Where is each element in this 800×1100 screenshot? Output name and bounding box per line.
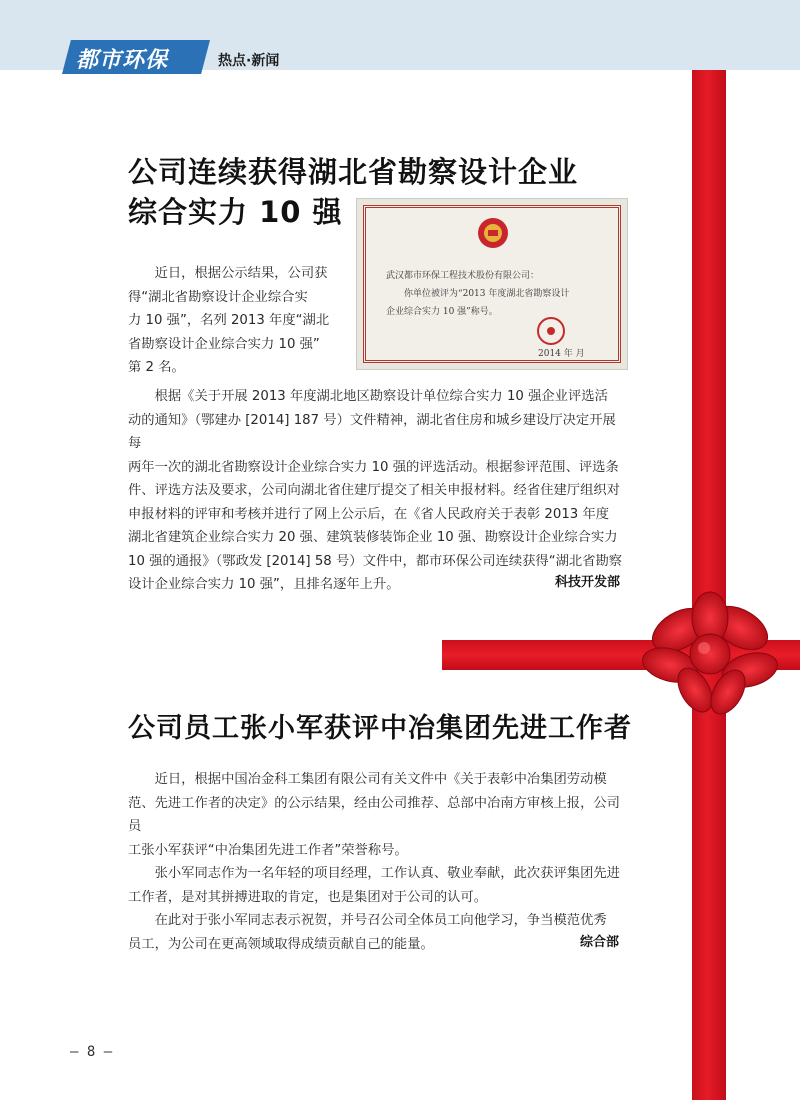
text-line: 件、评选方法及要求，公司向湖北省住建厅提交了相关申报材料。经省住建厅组织对 [128,483,620,498]
official-seal-icon [536,316,566,346]
certificate-line: 你单位被评为“2013 年度湖北省勘察设计 [404,289,570,299]
text-line: 省勘察设计企业综合实力 10 强” [128,336,320,352]
article2-body [128,768,628,956]
text-line: 申报材料的评审和考核并进行了网上公示后，在《省人民政府关于表彰 2013 年度 [128,506,610,522]
ribbon-bow-icon [640,590,780,720]
red-ribbon-vertical [692,70,726,1100]
text-line: 10 强的通报》（鄂政发 [2014] 58 号）文件中，都市环保公司连续获得“湖北省勘察 [128,553,623,569]
text-line: 湖北省建筑企业综合实力 20 强、建筑装修装饰企业 10 强、勘察设计企业综合实力 [128,530,618,545]
text-line: 得“湖北省勘察设计企业综合实 [128,289,308,305]
text-line: 第 2 名。 [128,360,185,375]
article2-title: 公司员工张小军获评中冶集团先进工作者 [128,713,632,744]
page-number: – 8 – [70,1044,113,1060]
article1-department: 科技开发部 [555,575,621,590]
text-line: 员工，为公司在更高领域取得成绩贡献自己的能量。 [128,936,434,952]
article1-title-line: 综合实力 10 强 [128,195,343,229]
text-line: 近日，根据中国冶金科工集团有限公司有关文件中《关于表彰中冶集团劳动模 [154,772,607,787]
logo-text: 都市环保 [76,47,169,73]
text-line: 张小军同志作为一名年轻的项目经理，工作认真、敬业奉献，此次获评集团先进 [154,866,620,881]
text-line: 范、先进工作者的决定》的公示结果，经由公司推荐、总部中冶南方审核上报，公司员 [128,795,620,834]
article1-title-line: 公司连续获得湖北省勘察设计企业 [128,155,579,189]
certificate-date: 2014 年 月 [538,349,585,359]
certificate-photo [356,198,628,370]
national-emblem-icon [476,216,510,250]
text-line: 两年一次的湖北省勘察设计企业综合实力 10 强的评选活动。根据参评范围、评选条 [128,459,619,475]
certificate-line: 武汉都市环保工程技术股份有限公司： [386,271,540,281]
article1-body [128,385,628,597]
certificate-frame [363,205,621,363]
section-tag: 热点·新闻 [218,53,280,69]
text-line: 力 10 强”，名列 2013 年度“湖北 [128,313,330,328]
article1-intro [128,262,343,380]
text-line: 近日，根据公示结果，公司获 [154,266,328,281]
text-line: 设计企业综合实力 10 强”，且排名逐年上升。 [128,577,400,592]
article2-department: 综合部 [580,935,620,950]
text-line: 在此对于张小军同志表示祝贺，并号召公司全体员工向他学习，争当模范优秀 [154,913,607,928]
text-line: 工张小军获评“中冶集团先进工作者”荣誉称号。 [128,842,408,858]
certificate-line: 企业综合实力 10 强”称号。 [386,307,498,317]
text-line: 动的通知》（鄂建办 [2014] 187 号）文件精神，湖北省住房和城乡建设厅决定开展每 [128,412,616,451]
text-line: 根据《关于开展 2013 年度湖北地区勘察设计单位综合实力 10 强企业评选活 [154,389,608,404]
text-line: 工作者，是对其拼搏进取的肯定，也是集团对于公司的认可。 [128,889,488,905]
